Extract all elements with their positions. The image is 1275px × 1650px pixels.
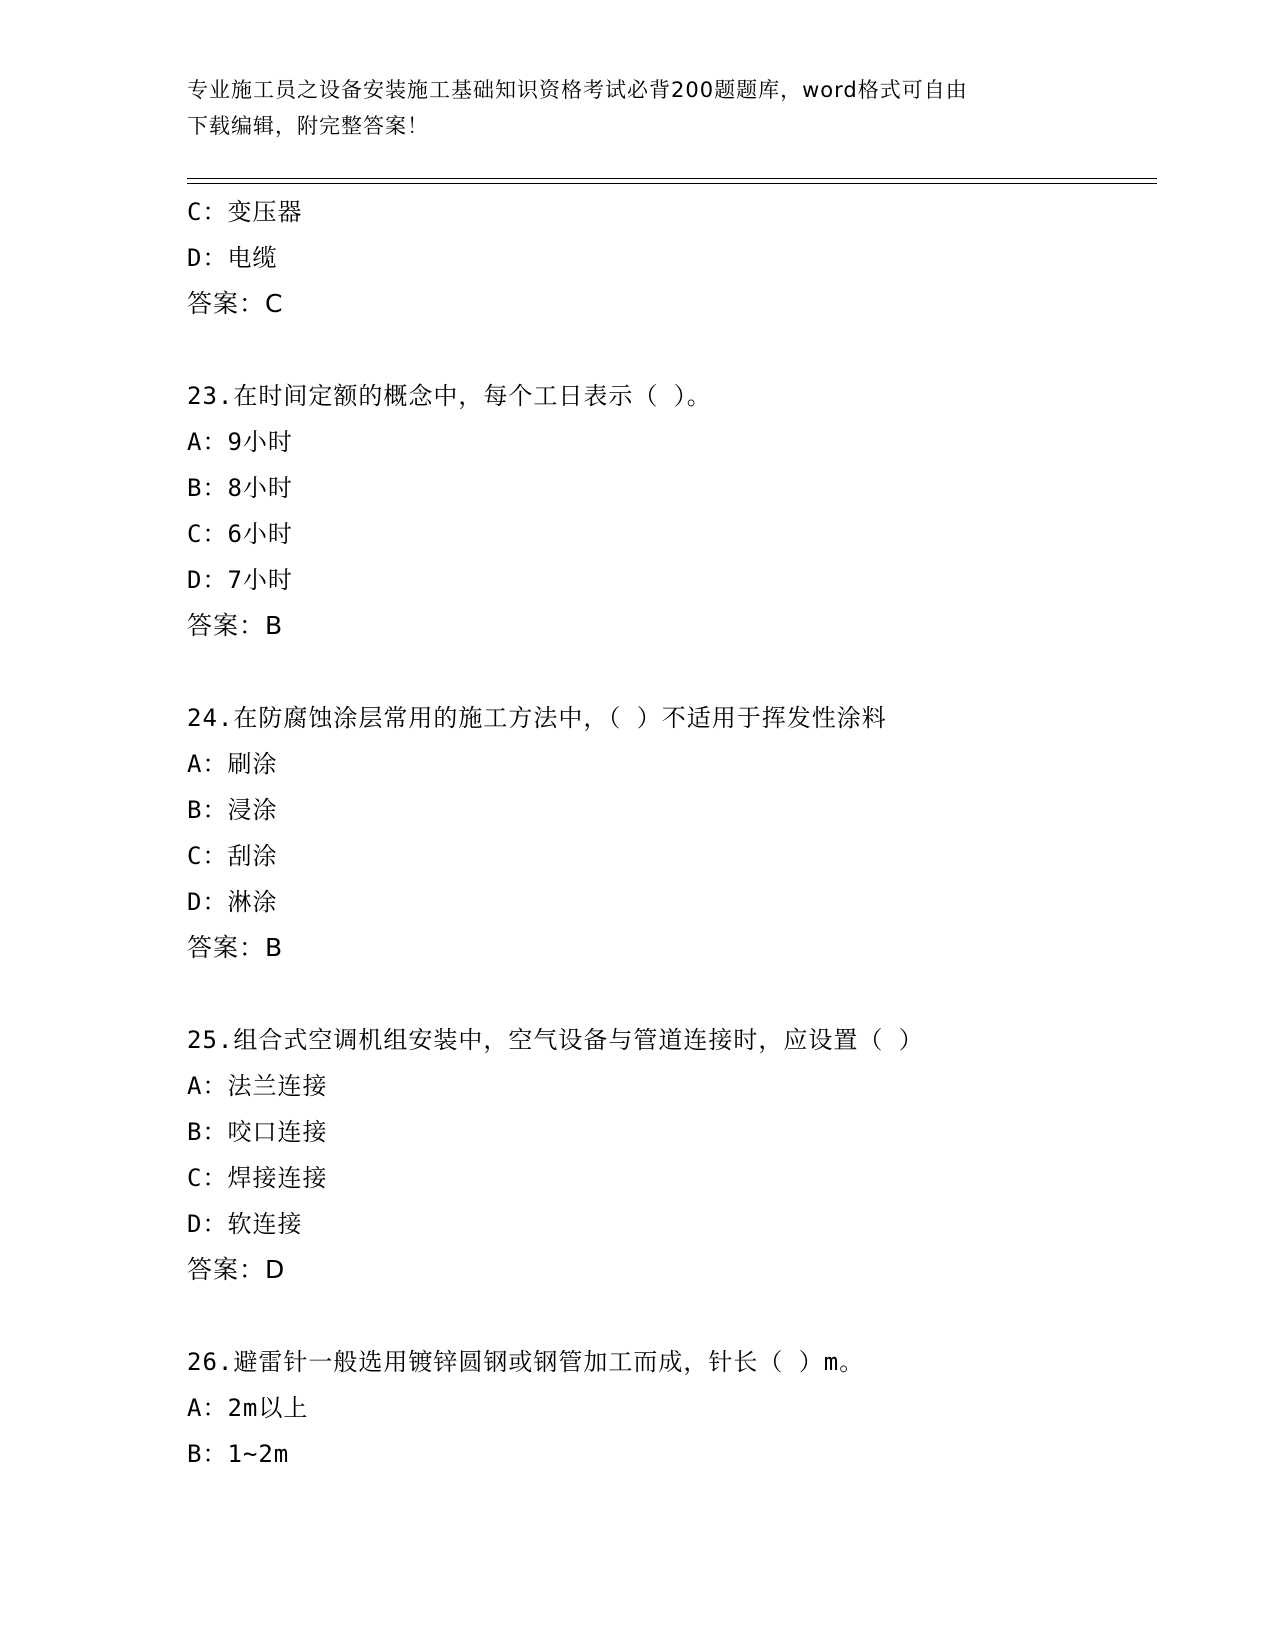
spacer [187, 649, 1147, 695]
question-block-22 [187, 189, 1147, 327]
answer-line: 答案：D [187, 1255, 286, 1284]
option-d: D：软连接 [187, 1210, 303, 1238]
option-d: D：电缆 [187, 244, 278, 272]
option-c: C：6小时 [187, 520, 293, 548]
option-a: A：刷涂 [187, 750, 278, 778]
document-header [187, 72, 1087, 144]
spacer [187, 1293, 1147, 1339]
option-b: B：8小时 [187, 474, 293, 502]
option-a: A：9小时 [187, 428, 293, 456]
option-b: B：1~2m [187, 1440, 290, 1468]
option-b: B：咬口连接 [187, 1118, 328, 1146]
question-block-24 [187, 695, 1147, 971]
option-a: A：2m以上 [187, 1394, 309, 1422]
question-block-25 [187, 1017, 1147, 1293]
header-title-line-1: 专业施工员之设备安装施工基础知识资格考试必背200题题库，word格式可自由 [187, 78, 968, 102]
option-b: B：浸涂 [187, 796, 278, 824]
header-rule-bottom [187, 183, 1157, 184]
answer-line: 答案：B [187, 933, 284, 962]
option-c: C：焊接连接 [187, 1164, 328, 1192]
answer-line: 答案：C [187, 289, 284, 318]
option-d: D：7小时 [187, 566, 293, 594]
option-d: D：淋涂 [187, 888, 278, 916]
question-block-26 [187, 1339, 1147, 1477]
spacer [187, 971, 1147, 1017]
question-block-23 [187, 373, 1147, 649]
header-title-line-2: 下载编辑，附完整答案！ [187, 114, 429, 138]
question-stem: 23.在时间定额的概念中，每个工日表示（ ）。 [187, 382, 712, 410]
option-a: A：法兰连接 [187, 1072, 328, 1100]
option-c: C：刮涂 [187, 842, 278, 870]
option-c: C：变压器 [187, 198, 303, 226]
header-rule-top [187, 178, 1157, 179]
question-stem: 26.避雷针一般选用镀锌圆钢或钢管加工而成，针长（ ）m。 [187, 1348, 865, 1376]
question-stem: 25.组合式空调机组安装中，空气设备与管道连接时，应设置（ ） [187, 1026, 924, 1054]
answer-line: 答案：B [187, 611, 284, 640]
question-list [187, 189, 1147, 1477]
spacer [187, 327, 1147, 373]
question-stem: 24.在防腐蚀涂层常用的施工方法中，（ ）不适用于挥发性涂料 [187, 704, 887, 732]
